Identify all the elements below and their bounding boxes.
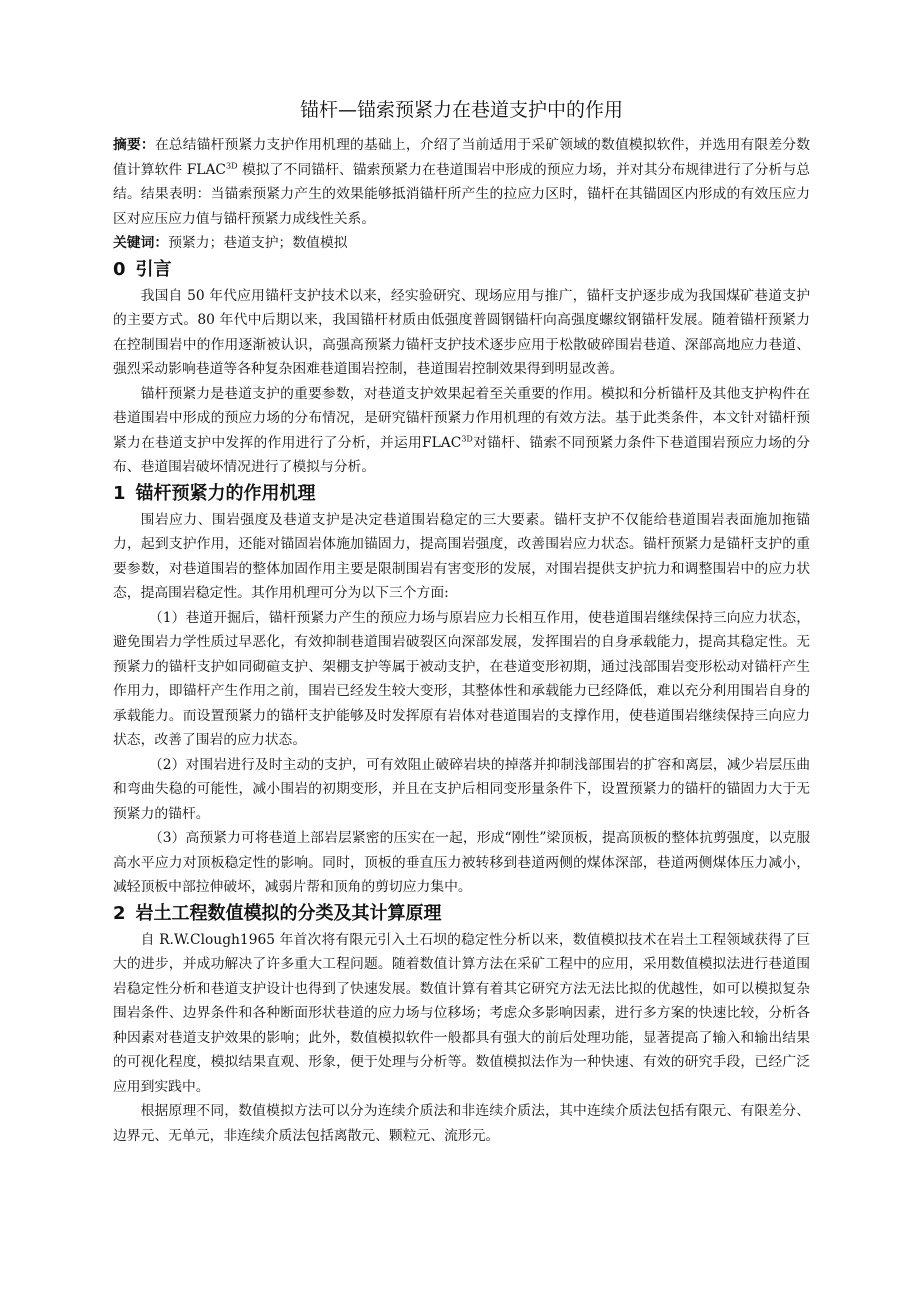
keywords-label: 关键词： xyxy=(113,235,169,251)
paper-body xyxy=(113,97,810,1148)
abstract-label: 摘要： xyxy=(113,137,155,153)
abstract-text-b: 模拟了不同锚杆、锚索预紧力在巷道围岩中形成的预应力场，并对其分布规律进行了分析与总结。结果表明：当锚索预紧力产生的效果能够抵消锚杆所产生的拉应力区时，锚杆在其锚固区内形成的有效压应力区对应压应力值与锚杆预紧力成线性关系。 xyxy=(113,161,810,227)
section-2-paragraph-1: 自 R.W.Clough1965 年首次将有限元引入土石坝的稳定性分析以来，数值模拟技术在岩土工程领域获得了巨大的进步，并成功解决了许多重大工程问题。随着数值计算方法在采矿工程中的应用，采用数值模拟法进行巷道围岩稳定性分析和巷道支护设计也得到了快速发展。数值计算有着其它研究方法无法比拟的优越性，如可以模拟复杂围岩条件、边界条件和各种断面形状巷道的应力场与位移场；考虑众多影响因素，进行多方案的快速比较，分析各种因素对巷道支护效果的影响；此外，数值模拟软件一般都具有强大的前后处理功能，显著提高了输入和输出结果的可视化程度，模拟结果直观、形象，便于处理与分析等。数值模拟法作为一种快速、有效的研究手段，已经广泛应用到实践中。 xyxy=(113,931,810,1095)
section-number: 2 xyxy=(113,902,126,924)
section-2-paragraph-2: 根据原理不同，数值模拟方法可以分为连续介质法和非连续介质法，其中连续介质法包括有限元、有限差分、边界元、无单元，非连续介质法包括离散元、颗粒元、流形元。 xyxy=(113,1103,810,1144)
section-number: 0 xyxy=(113,258,126,280)
superscript: 3D xyxy=(461,433,473,443)
section-title: 岩土工程数值模拟的分类及其计算原理 xyxy=(135,902,442,924)
section-number: 1 xyxy=(113,482,126,504)
section-0-paragraph-2 xyxy=(113,382,810,480)
paragraph-text-b: 对锚杆、锚索不同预紧力条件下巷道围岩预应力场的分布、巷道围岩破坏情况进行了模拟与分析。 xyxy=(113,434,810,475)
section-heading-0 xyxy=(113,256,810,284)
abstract-superscript: 3D xyxy=(225,160,238,170)
section-1-item-3: （3）高预紧力可将巷道上部岩层紧密的压实在一起，形成“刚性”梁顶板，提高顶板的整体抗剪强度，以克服高水平应力对顶板稳定性的影响。同时，顶板的垂直压力被转移到巷道两侧的煤体深部，巷道两侧煤体压力减小，减轻顶板中部拉伸破坏，减弱片帮和顶角的剪切应力集中。 xyxy=(113,830,810,895)
section-0-paragraph-1: 我国自 50 年代应用锚杆支护技术以来，经实验研究、现场应用与推广，锚杆支护逐步成为我国煤矿巷道支护的主要方式。80 年代中后期以来，我国锚杆材质由低强度普圆钢锚杆向高强度螺纹钢锚杆发展。随着锚杆预紧力在控制围岩中的作用逐渐被认识，高强高预紧力锚杆支护技术逐步应用于松散破碎围岩巷道、深部高地应力巷道、强烈采动影响巷道等各种复杂困难巷道围岩控制，巷道围岩控制效果得到明显改善。 xyxy=(113,287,810,377)
section-title: 锚杆预紧力的作用机理 xyxy=(135,482,316,504)
section-1-item-1: （1）巷道开掘后，锚杆预紧力产生的预应力场与原岩应力长相互作用，使巷道围岩继续保持三向应力状态，避免围岩力学性质过早恶化，有效抑制巷道围岩破裂区向深部发展，发挥围岩的自身承载能力，提高其稳定性。无预紧力的锚杆支护如同砌碹支护、架棚支护等属于被动支护，在巷道变形初期，通过浅部围岩变形松动对锚杆产生作用力，即锚杆产生作用之前，围岩已经发生较大变形，其整体性和承载能力已经降低，难以充分利用围岩自身的承载能力。而设置预紧力的锚杆支护能够及时发挥原有岩体对巷道围岩的支撑作用，使巷道围岩继续保持三向应力状态，改善了围岩的应力状态。 xyxy=(113,609,810,748)
paper-title: 锚杆—锚索预紧力在巷道支护中的作用 xyxy=(299,99,623,121)
abstract-text-a: 在总结锚杆预紧力支护作用机理的基础上，介绍了当前适用于采矿领域的数值模拟软件，并选用有限差分数值计算软件 FLAC xyxy=(113,137,811,178)
keywords-text: 预紧力；巷道支护；数值模拟 xyxy=(168,235,348,251)
abstract xyxy=(113,133,810,231)
keywords xyxy=(113,231,810,256)
section-heading-2 xyxy=(113,900,810,928)
section-heading-1 xyxy=(113,480,810,508)
paragraph-text-a: 锚杆预紧力是巷道支护的重要参数，对巷道支护效果起着至关重要的作用。模拟和分析锚杆及其他支护构件在巷道围岩中形成的预应力场的分布情况，是研究锚杆预紧力作用机理的有效方法。基于此类条件，本文针对锚杆预紧力在巷道支护中发挥的作用进行了分析，并运用FLAC xyxy=(113,385,810,451)
section-title: 引言 xyxy=(135,258,172,280)
section-1-paragraph-1: 围岩应力、围岩强度及巷道支护是决定巷道围岩稳定的三大要素。锚杆支护不仅能给巷道围岩表面施加拖锚力，起到支护作用，还能对锚固岩体施加锚固力，提高围岩强度，改善围岩应力状态。锚杆预紧力是锚杆支护的重要参数，对巷道围岩的整体加固作用主要是限制围岩有害变形的发展，对围岩提供支护抗力和调整围岩中的应力状态，提高围岩稳定性。其作用机理可分为以下三个方面: xyxy=(113,511,810,601)
section-1-item-2: （2）对围岩进行及时主动的支护，可有效阻止破碎岩块的掉落并抑制浅部围岩的扩容和离层，减少岩层压曲和弯曲失稳的可能性，减小围岩的初期变形，并且在支护后相同变形量条件下，设置预紧力的锚杆的锚固力大于无预紧力的锚杆。 xyxy=(113,756,810,822)
